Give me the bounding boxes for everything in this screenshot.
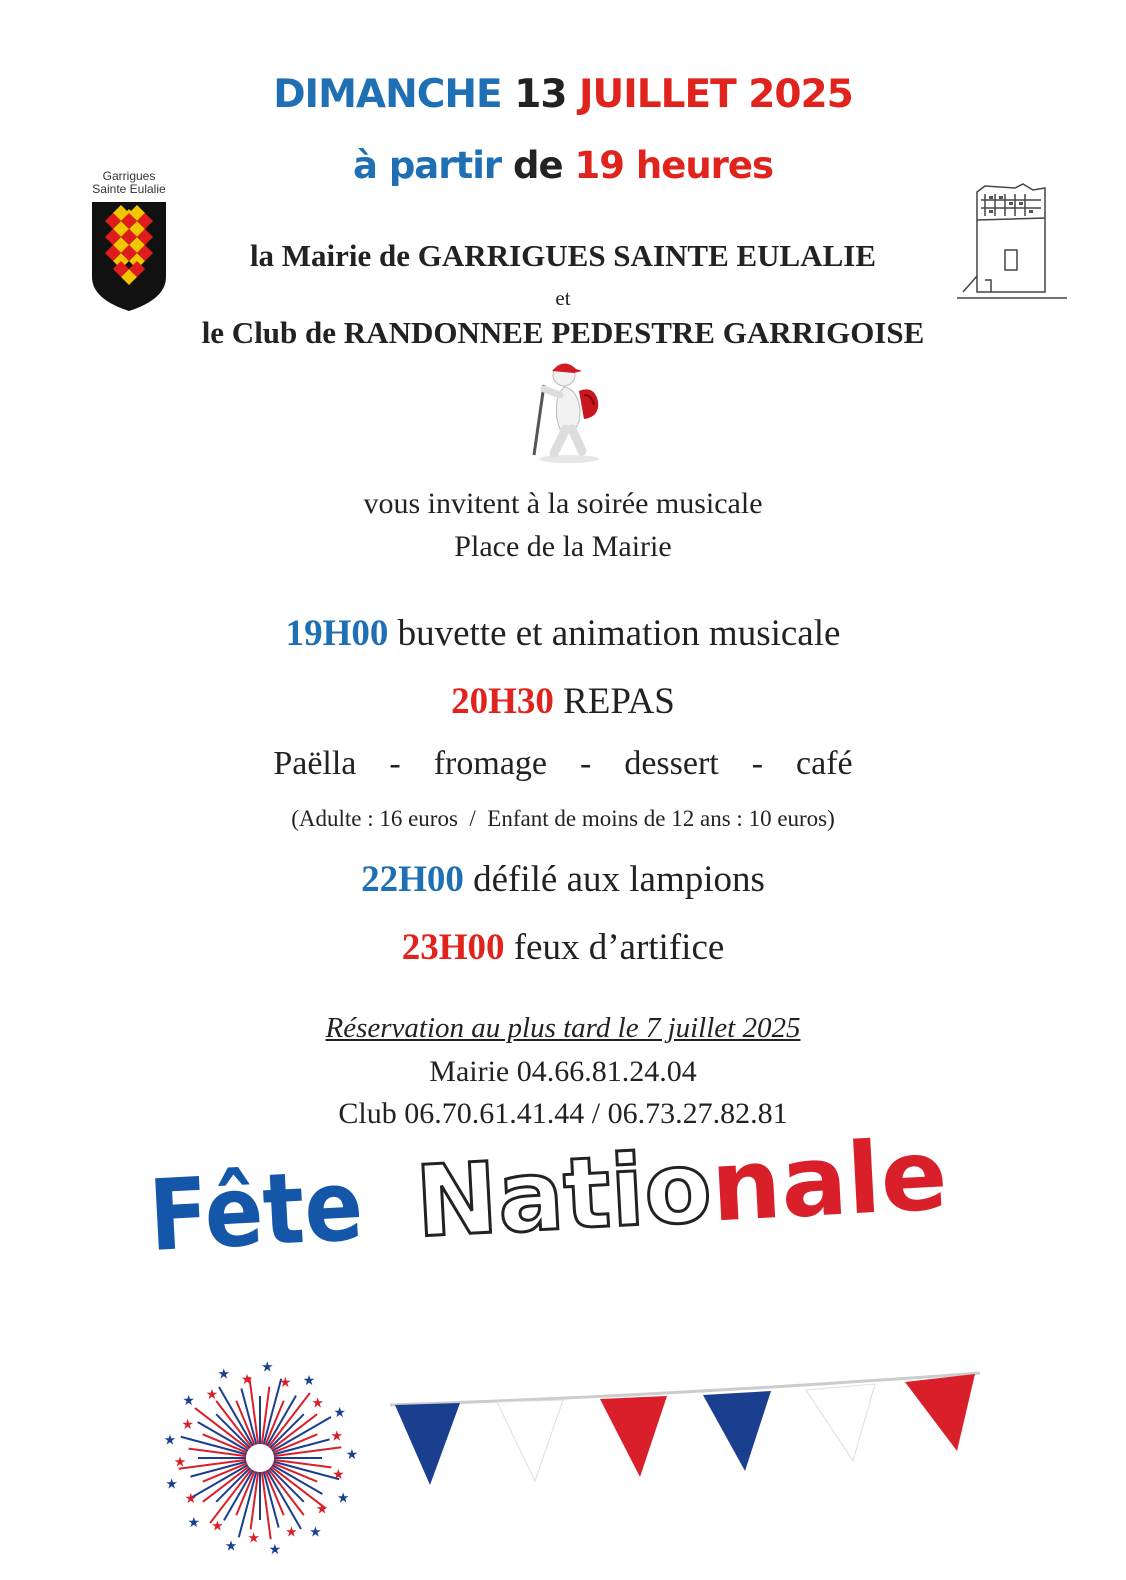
title-part-white: Natio (412, 1130, 715, 1260)
schedule-time: 22H00 (361, 859, 464, 900)
firework-star: ★ (285, 1525, 298, 1541)
schedule-item (0, 926, 1126, 969)
firework-star: ★ (173, 1455, 187, 1471)
firework-star: ★ (311, 1396, 324, 1412)
schedule-time: 19H00 (285, 613, 389, 654)
firework-star: ★ (336, 1491, 350, 1507)
firework-star: ★ (224, 1539, 238, 1555)
schedule-time: 23H00 (401, 927, 505, 968)
firework-star: ★ (182, 1393, 195, 1409)
firework-star: ★ (278, 1376, 292, 1392)
fete-nationale-title (146, 1116, 992, 1300)
firework-star: ★ (187, 1515, 201, 1531)
bunting-icon (385, 1365, 985, 1505)
schedule-item (0, 858, 1126, 901)
start-from-text: à partir (352, 144, 502, 187)
event-month-year: JUILLET 2025 (579, 72, 853, 117)
start-de-text: de (513, 144, 563, 187)
menu-text: Paëlla - fromage - dessert - café (273, 745, 853, 782)
firework-star: ★ (315, 1502, 329, 1518)
firework-star: ★ (260, 1360, 274, 1376)
firework-ray (224, 1470, 253, 1520)
event-day: DIMANCHE (273, 72, 502, 117)
schedule-label: feux d’artifice (513, 927, 725, 968)
title-part-red: nale (708, 1118, 950, 1245)
firework-star: ★ (330, 1429, 344, 1445)
firework-star: ★ (240, 1373, 254, 1389)
firework-star: ★ (333, 1405, 346, 1421)
firework-star: ★ (165, 1477, 178, 1493)
firework-icon (160, 1358, 360, 1558)
blason-label-2: Sainte Eulalie (92, 182, 166, 196)
price-text: (Adulte : 16 euros / Enfant de moins de 12 ans : 10 euros) (291, 806, 835, 831)
schedule-label: REPAS (563, 681, 675, 722)
firework-star: ★ (211, 1519, 224, 1535)
organizer-club: le Club de RANDONNEE PEDESTRE GARRIGOISE (201, 315, 925, 350)
start-hour-text: 19 heures (574, 144, 774, 187)
schedule-time: 20H30 (451, 681, 554, 722)
firework-star: ★ (302, 1374, 316, 1390)
hiker-icon (524, 355, 614, 465)
firework-star: ★ (268, 1542, 282, 1558)
schedule-label: défilé aux lampions (473, 859, 765, 900)
mairie-phone: Mairie 04.66.81.24.04 (429, 1055, 697, 1088)
reservation-title: Réservation au plus tard le 7 juillet 2025 (325, 1012, 801, 1044)
firework-ray (272, 1465, 322, 1494)
firework-star: ★ (205, 1388, 219, 1404)
firework-star: ★ (181, 1417, 194, 1433)
firework-ray (198, 1422, 248, 1451)
firework-star: ★ (332, 1467, 345, 1483)
firework-star: ★ (217, 1367, 231, 1383)
firework-star: ★ (184, 1492, 198, 1508)
organizer-mairie: la Mairie de GARRIGUES SAINTE EULALIE (249, 238, 877, 273)
invite-place: Place de la Mairie (454, 530, 672, 563)
organizer-and: et (555, 286, 571, 310)
firework-ray (267, 1396, 296, 1446)
blason-label-1: Garrigues (102, 169, 156, 183)
schedule-label: buvette et animation musicale (397, 613, 841, 654)
firework-star: ★ (163, 1433, 177, 1449)
event-date-number: 13 (514, 72, 567, 117)
firework-star: ★ (309, 1525, 322, 1541)
club-phone: Club 06.70.61.41.44 / 06.73.27.82.81 (338, 1097, 788, 1130)
schedule-item (0, 680, 1126, 723)
firework-star: ★ (345, 1448, 359, 1464)
firework-star: ★ (247, 1531, 260, 1547)
schedule-item (0, 612, 1126, 655)
event-date (0, 72, 1126, 117)
invite-text: vous invitent à la soirée musicale (363, 487, 763, 520)
title-part-blue: Fête (146, 1148, 366, 1274)
